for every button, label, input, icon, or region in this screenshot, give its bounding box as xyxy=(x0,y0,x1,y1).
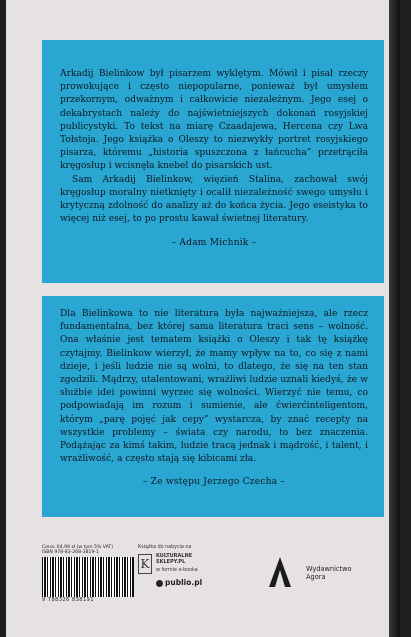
top-blurb-panel xyxy=(42,40,384,283)
publio-logo-icon xyxy=(156,580,163,587)
barcode-block xyxy=(42,545,137,615)
blurb-paragraph: Sam Arkadij Bielinkow, więzień Stalina, zachował swój kręgosłup moralny nietknięty i ocalił niezależność swego umysłu i krytyczną zdolność do analizy aż do końca życia. Jego eseistyka to więcej niż esej, to po prostu kawał świetnej literatury. xyxy=(60,174,368,225)
ebook-store-caption: Książka do nabycia na xyxy=(138,545,192,550)
price-label: Cena: 64,99 zł (w tym 5% VAT) xyxy=(42,545,114,550)
ebook-format-caption: w formie e-booka xyxy=(156,568,198,573)
spine-edge xyxy=(389,0,400,637)
agora-logo-icon xyxy=(269,557,291,587)
isbn-label: ISBN 978-83-268-3819-1 xyxy=(42,550,99,555)
blurb-paragraph: Dla Bielinkowa to nie literatura była najważniejsza, ale rzecz fundamentalna, bez której sama literatura traci sens – wolność. Ona właśnie jest tematem książki o Oleszy i tak tę książkę czytajmy. Bielinkow wierzył, że mamy wpływ na to, co się z nami dzieje, i jeśli ludzie nie są wolni, to dlatego, że się na ten stan zgodzili. Mądrzy, utalentowani, wrażliwi ludzie uznali kiedyś, że w służbie idei powinni wyrzec się wolności. Wierzyć nie temu, co podpowiadają im rozum i sumienie, ale ćwierćinteligentom, którym „parę pojęć jak cepy” wystarcza, by znać recepty na wszystkie problemy – świata czy narodu, to bez znaczenia. Podążając za kimś takim, ludzie tracą jednak i mądrość, i talent, i wrażliwość, a często stają się kibicami zła. xyxy=(60,309,368,465)
blurb-signature: – Ze wstępu Jerzego Czecha – xyxy=(142,477,286,488)
book-back-cover xyxy=(6,0,400,637)
blurb-paragraph: Arkadij Bielinkow był pisarzem wyklętym. Mówił i pisał rzeczy prowokujące i często niepopularne, ponieważ był umysłem przekornym, odważnym i całkowicie niezależnym. Jego esej o dekabrystach należy do najświetniejszych dokonań rosyjskiej publicystyki. To tekst na miarę Czaadajewa, Hercena czy Lwa Tołstoja. Jego książka o Oleszy to niezwykły portret rosyjskiego pisarza, któremu „historia spuszczona z łańcucha” przetrąciła kręgosłup i wcisnęła knebel do pisarskich ust. xyxy=(60,69,368,172)
cover-footer xyxy=(42,545,394,615)
bottom-blurb-panel xyxy=(42,296,384,517)
blurb-signature: – Adam Michnik – xyxy=(171,238,257,249)
kulturalne-sklepy-brand: KULTURALNE SKLEPY.PL xyxy=(156,553,193,565)
ebook-store-block xyxy=(138,545,268,615)
publio-link[interactable]: publio.pl xyxy=(156,578,202,587)
publisher-block xyxy=(264,551,394,601)
kulturalne-sklepy-logo-icon: K xyxy=(138,554,152,574)
barcode-digits: 9 788326 838191 xyxy=(42,597,95,603)
barcode-icon xyxy=(42,557,134,597)
publisher-name: Wydawnictwo Agora xyxy=(306,565,352,581)
